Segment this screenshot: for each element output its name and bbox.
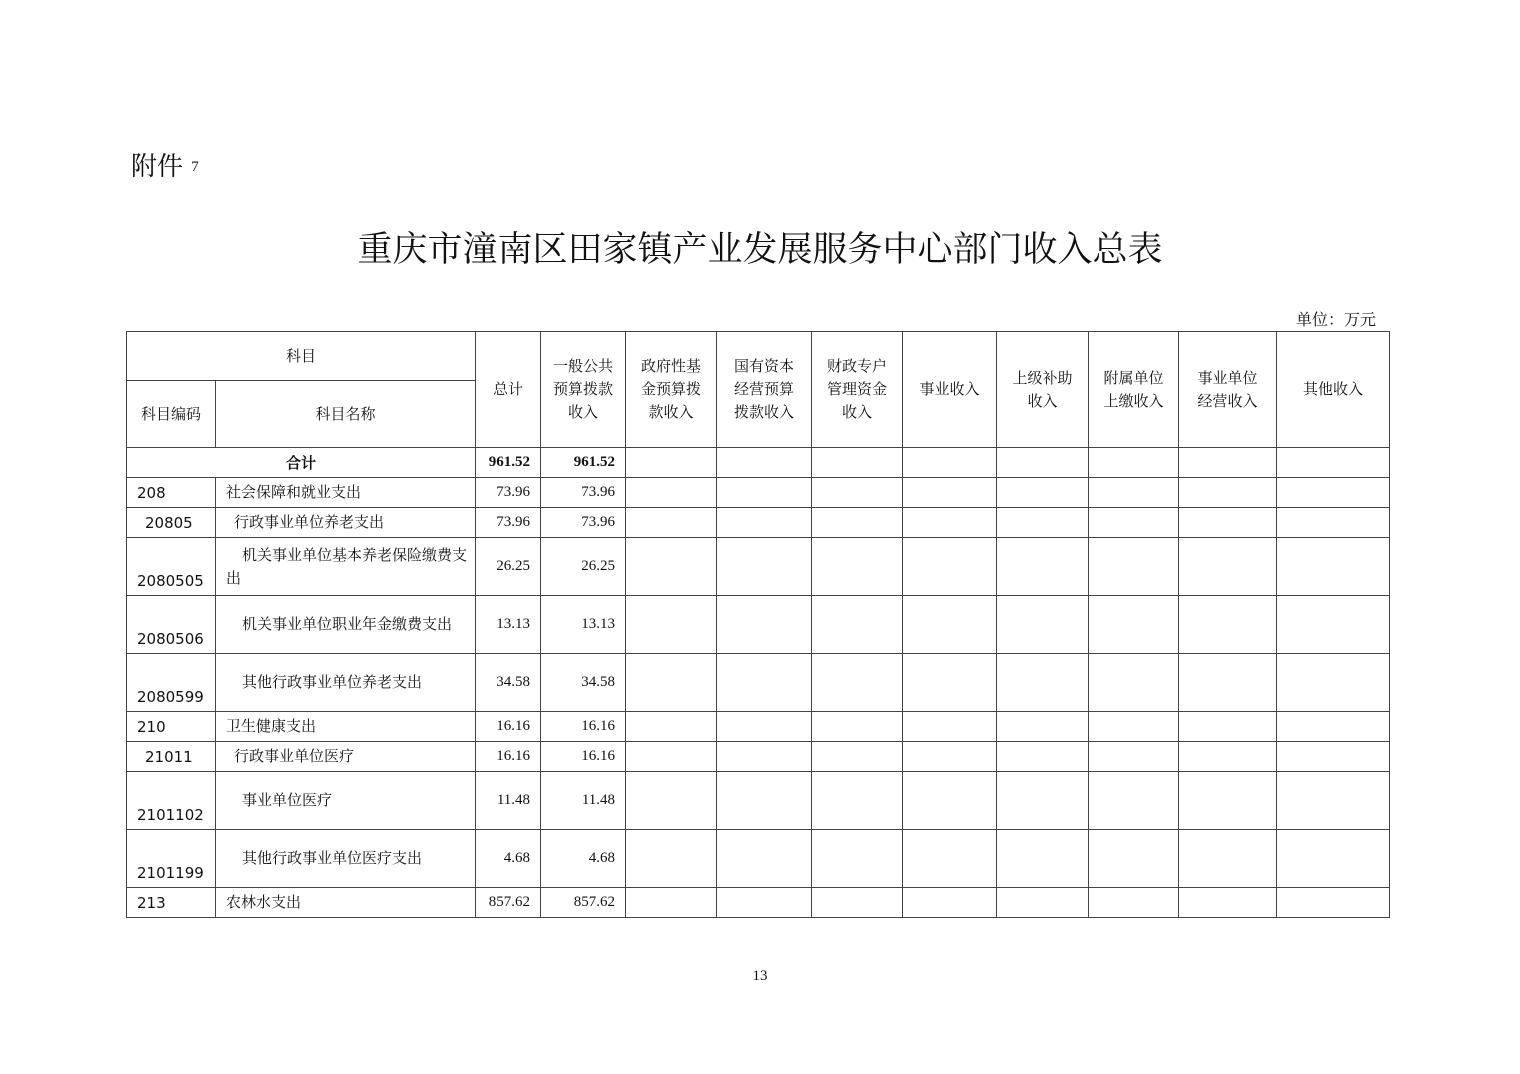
row-code: 2101199	[127, 830, 216, 888]
table-row	[127, 538, 1390, 596]
header-affiliate-income: 附属单位上缴收入	[1089, 332, 1179, 448]
table-row	[127, 596, 1390, 654]
total-row	[127, 448, 1390, 478]
row-general: 13.13	[541, 596, 626, 654]
attachment-text: 附件	[131, 152, 184, 182]
income-table	[126, 331, 1390, 918]
row-general: 34.58	[541, 654, 626, 712]
row-code: 20805	[127, 508, 216, 538]
header-state-capital: 国有资本经营预算拨款收入	[717, 332, 812, 448]
header-general-budget: 一般公共预算拨款收入	[541, 332, 626, 448]
total-total: 961.52	[476, 448, 541, 478]
row-general: 4.68	[541, 830, 626, 888]
row-code: 208	[127, 478, 216, 508]
header-subject-name: 科目名称	[216, 381, 476, 448]
table-row	[127, 654, 1390, 712]
row-name: 农林水支出	[216, 888, 476, 918]
table-row	[127, 712, 1390, 742]
header-operation-income: 事业单位经营收入	[1179, 332, 1277, 448]
header-subject: 科目	[127, 332, 476, 381]
row-total: 13.13	[476, 596, 541, 654]
header-subject-code: 科目编码	[127, 381, 216, 448]
header-row-1	[127, 332, 1390, 381]
row-general: 73.96	[541, 478, 626, 508]
row-code: 210	[127, 712, 216, 742]
row-name: 其他行政事业单位养老支出	[216, 654, 476, 712]
row-name: 机关事业单位基本养老保险缴费支出	[216, 538, 476, 596]
row-code: 213	[127, 888, 216, 918]
header-special-fund: 财政专户管理资金收入	[812, 332, 903, 448]
table-row	[127, 508, 1390, 538]
row-total: 73.96	[476, 478, 541, 508]
row-total: 857.62	[476, 888, 541, 918]
total-general: 961.52	[541, 448, 626, 478]
row-name: 行政事业单位医疗	[216, 742, 476, 772]
attachment-label	[131, 146, 209, 183]
page-title: 重庆市潼南区田家镇产业发展服务中心部门收入总表	[357, 230, 1163, 270]
row-name: 机关事业单位职业年金缴费支出	[216, 596, 476, 654]
row-general: 73.96	[541, 508, 626, 538]
row-name: 事业单位医疗	[216, 772, 476, 830]
row-code: 21011	[127, 742, 216, 772]
table-row	[127, 772, 1390, 830]
row-general: 11.48	[541, 772, 626, 830]
row-general: 16.16	[541, 712, 626, 742]
total-label: 合计	[127, 448, 476, 478]
row-name: 社会保障和就业支出	[216, 478, 476, 508]
attachment-number: 7	[191, 159, 199, 175]
row-total: 16.16	[476, 712, 541, 742]
row-total: 34.58	[476, 654, 541, 712]
row-code: 2080505	[127, 538, 216, 596]
table-row	[127, 742, 1390, 772]
row-total: 26.25	[476, 538, 541, 596]
row-name: 行政事业单位养老支出	[216, 508, 476, 538]
page-number: 13	[752, 968, 768, 984]
unit-label: 单位：万元	[1295, 310, 1376, 329]
table-row	[127, 888, 1390, 918]
row-code: 2101102	[127, 772, 216, 830]
row-code: 2080599	[127, 654, 216, 712]
row-general: 26.25	[541, 538, 626, 596]
table-row	[127, 830, 1390, 888]
row-code: 2080506	[127, 596, 216, 654]
header-business-income: 事业收入	[903, 332, 997, 448]
row-total: 73.96	[476, 508, 541, 538]
table-row	[127, 478, 1390, 508]
header-total: 总计	[476, 332, 541, 448]
row-total: 16.16	[476, 742, 541, 772]
row-total: 11.48	[476, 772, 541, 830]
row-name: 其他行政事业单位医疗支出	[216, 830, 476, 888]
row-general: 857.62	[541, 888, 626, 918]
row-total: 4.68	[476, 830, 541, 888]
header-gov-fund: 政府性基金预算拨款收入	[626, 332, 717, 448]
row-general: 16.16	[541, 742, 626, 772]
header-other-income: 其他收入	[1277, 332, 1390, 448]
header-superior-subsidy: 上级补助收入	[997, 332, 1089, 448]
row-name: 卫生健康支出	[216, 712, 476, 742]
